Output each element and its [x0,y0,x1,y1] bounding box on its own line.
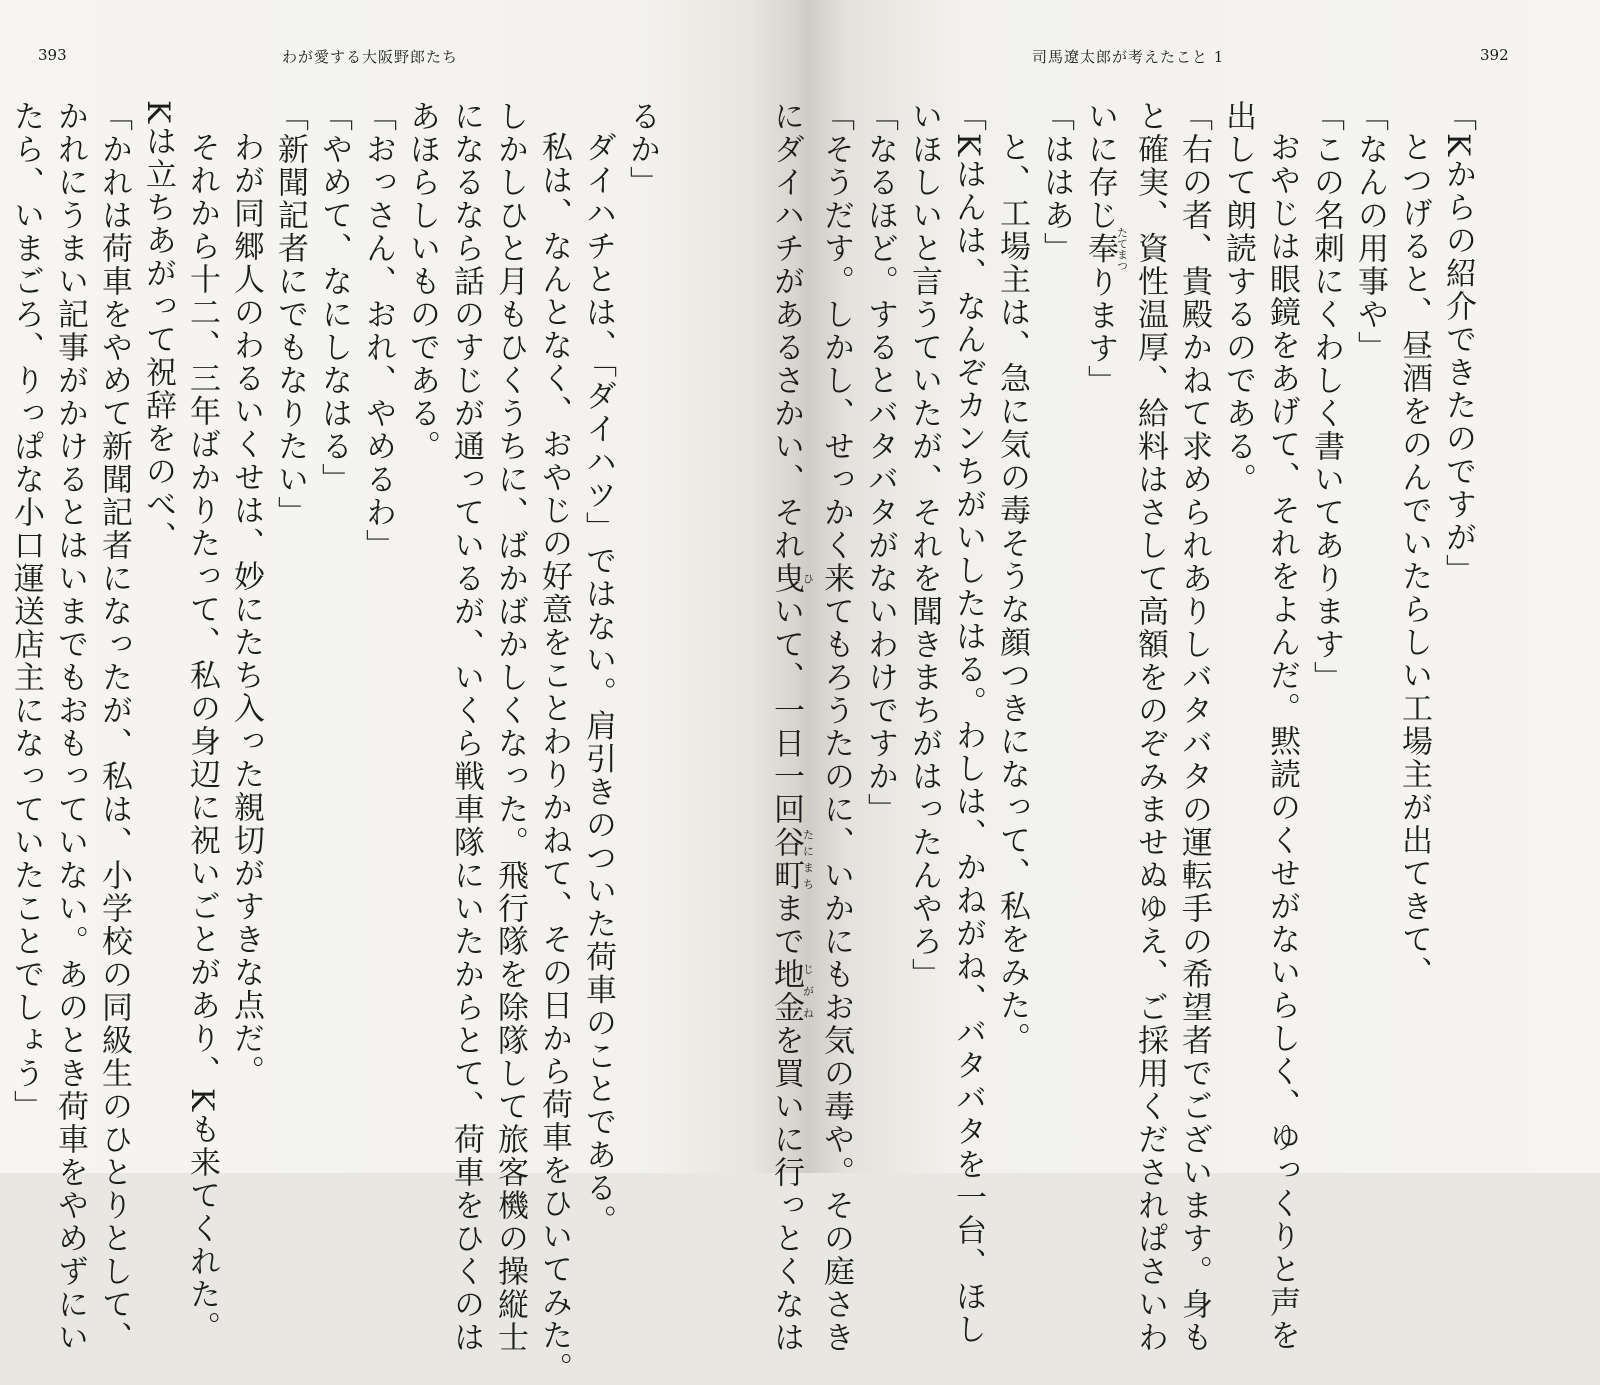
text-line: 「Kはんは、なんぞカンちがいしたはる。わしは、かねがね、バタバタを一台、ほし [950,100,986,1347]
right-page [768,0,1600,1354]
text-line: とつげると、昼酒をのんでいたらしい工場主が出てきて、 [1396,131,1432,989]
text-line: ダイハチとは、「ダイハツ」ではない。肩引きのついた荷車のことである。 [580,131,616,1238]
running-header-left: わが愛する大阪野郎たち [282,48,459,66]
text-line: あほらしいものである。 [404,100,440,463]
text-line: 出して朗読するのである。 [1220,100,1256,496]
text-line: 「なるほど。するとバタバタがないわけですか」 [862,100,898,826]
text-line: と、工場主は、急に気の毒そうな顔つきになって、私をみた。 [994,131,1030,1055]
text-line: それから十二、三年ばかりたって、私の身辺に祝いごとがあり、Kも来てくれた。 [184,131,220,1345]
ruby-text: 奉たてまつ [1082,227,1129,271]
running-header-right: 司馬遼太郎が考えたこと 1 [1032,48,1225,66]
text-line: しかしひと月もひくうちに、ばかばかしくなった。飛行隊を除隊して旅客機の操縦士 [492,100,528,1354]
text-line: 「なんの用事や」 [1352,100,1388,364]
page-number-right: 392 [1480,46,1509,64]
text-line: 「Kからの紹介できたのですが」 [1440,100,1476,588]
text-line: いほしいと言うていたが、それを聞きまちがはったんやろ」 [906,100,942,991]
text-line: おやじは眼鏡をあげて、それをよんだ。黙読のくせがないらしく、ゆっくりと声を [1264,131,1300,1352]
text-line: になるなら話のすじが通っているが、いくら戦車隊にいたからとて、荷車をひくのは [448,100,484,1354]
text-line: わが同郷人のわるいくせは、妙にたち入った親切がすきな点だ。 [228,131,264,1088]
left-page-body [8,100,664,1385]
text-line: 「かれは荷車をやめて新聞記者になったが、私は、小学校の同級生のひとりとして、 [96,100,132,1354]
ruby-text: 曳ひ [768,562,815,595]
text-line: Kは立ちあがって祝辞をのべ、 [140,100,176,555]
text-line: いに存じ奉たてまつります」 [1082,100,1129,398]
text-line [0,100,4,1150]
text-line: と確実、資性温厚、給料はさして高額をのぞみませぬゆえ、ご採用くだされぱさいわ [1132,100,1168,1354]
text-line: 「新聞記者にでもなりたい」 [272,100,308,529]
ruby-text: 地金じがね [768,958,815,1024]
text-line: にダイハチがあるさかい、それ曳ひいて、一日一回谷町たにまちまで地金じがねを買いに行っとくなは [768,100,815,1354]
ruby-text: 谷町たにまち [768,826,815,892]
text-line: 「右の者、貴殿かねて求められありしバタバタの運転手の希望者でございます。身も [1176,100,1212,1354]
text-line: 「そうだす。しかし、せっかく来てもろうたのに、いかにもお気の毒や。その庭さき [818,100,854,1354]
right-page-body [768,100,1480,1354]
text-line: 私は、なんとなく、おやじの好意をことわりかねて、その日から荷車をひいてみた。 [536,131,572,1385]
text-line: 「ははあ」 [1038,100,1074,265]
text-line: るか」 [624,100,660,199]
page-number-left: 393 [38,46,67,64]
text-line: 「おっさん、おれ、やめるわ」 [360,100,396,562]
text-line: 「この名刺にくわしく書いてあります」 [1308,100,1344,694]
text-line: たら、いまごろ、りっぱな小口運送店主になっていたことでしょう」 [8,100,44,1123]
text-line: かれにうまい記事がかけるとはいまでもおもっていない。あのとき荷車をやめずにい [52,100,88,1354]
text-line: 「やめて、なにしなはる」 [316,100,352,496]
